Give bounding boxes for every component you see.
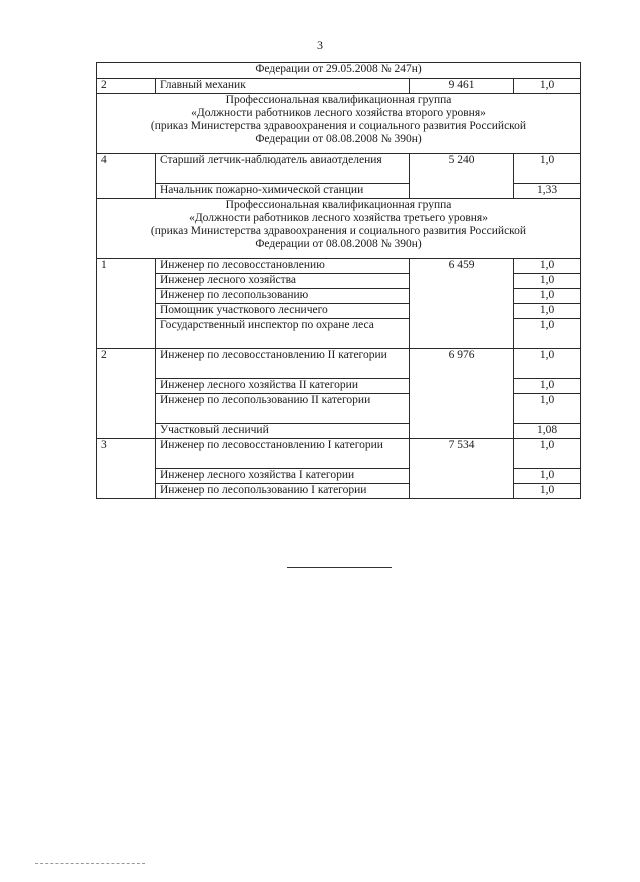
group-subtitle: «Должности работников лесного хозяйства второго уровня» <box>191 107 486 119</box>
coefficient-value: 1,0 <box>514 349 581 379</box>
coefficient-value: 1,0 <box>514 484 581 499</box>
position-name: Старший летчик-наблюдатель авиаотделения <box>156 154 410 184</box>
position-name: Участковый лесничий <box>156 424 410 439</box>
position-name: Начальник пожарно-химической станции <box>156 184 410 199</box>
coefficient-value: 1,0 <box>514 379 581 394</box>
coefficient-value: 1,0 <box>514 274 581 289</box>
group-header-level-2 <box>97 94 581 154</box>
salary-value: 6 976 <box>410 349 514 439</box>
coefficient-value: 1,0 <box>514 154 581 184</box>
scan-artifact-line <box>35 863 145 864</box>
coefficient-value: 1,0 <box>514 469 581 484</box>
salary-value: 6 459 <box>410 259 514 349</box>
position-name: Инженер по лесовосстановлению I категории <box>156 439 410 469</box>
group-order: (приказ Министерства здравоохранения и социального развития Российской <box>150 225 527 237</box>
coefficient-value: 1,08 <box>514 424 581 439</box>
page-number: 3 <box>317 38 323 52</box>
position-name: Инженер лесного хозяйства I категории <box>156 469 410 484</box>
salary-value: 5 240 <box>410 154 514 199</box>
coefficient-value: 1,0 <box>514 439 581 469</box>
table-row <box>97 349 581 379</box>
coefficient-value: 1,0 <box>514 79 581 94</box>
coefficient-value: 1,0 <box>514 319 581 349</box>
level-number: 1 <box>97 259 156 349</box>
end-of-document-rule <box>287 567 392 568</box>
position-name: Государственный инспектор по охране леса <box>156 319 410 349</box>
salary-table <box>96 62 581 499</box>
position-name: Инженер по лесовосстановлению II категории <box>156 349 410 379</box>
group-title: Профессиональная квалификационная группа <box>225 94 452 106</box>
group-order-date: Федерации от 08.08.2008 № 390н) <box>255 133 422 145</box>
position-name: Инженер по лесопользованию <box>156 289 410 304</box>
coefficient-value: 1,33 <box>514 184 581 199</box>
position-name: Инженер по лесопользованию I категории <box>156 484 410 499</box>
table-header-row <box>97 63 581 79</box>
salary-value: 7 534 <box>410 439 514 499</box>
level-number: 3 <box>97 439 156 499</box>
group-header-row <box>97 199 581 259</box>
group-header-row <box>97 94 581 154</box>
coefficient-value: 1,0 <box>514 259 581 274</box>
position-name: Инженер по лесовосстановлению <box>156 259 410 274</box>
table-row <box>97 154 581 184</box>
position-name: Инженер лесного хозяйства II категории <box>156 379 410 394</box>
group-order: (приказ Министерства здравоохранения и социального развития Российской <box>150 120 527 132</box>
position-name: Помощник участкового лесничего <box>156 304 410 319</box>
group-order-date: Федерации от 08.08.2008 № 390н) <box>255 238 422 250</box>
level-number: 2 <box>97 349 156 439</box>
group-header-level-3 <box>97 199 581 259</box>
table-row <box>97 259 581 274</box>
table-row <box>97 79 581 94</box>
position-name: Инженер лесного хозяйства <box>156 274 410 289</box>
coefficient-value: 1,0 <box>514 289 581 304</box>
level-number: 2 <box>97 79 156 94</box>
header-continuation-text: Федерации от 29.05.2008 № 247н) <box>97 63 581 79</box>
position-name: Главный механик <box>156 79 410 94</box>
coefficient-value: 1,0 <box>514 304 581 319</box>
level-number: 4 <box>97 154 156 199</box>
table-row <box>97 439 581 469</box>
group-subtitle: «Должности работников лесного хозяйства третьего уровня» <box>189 212 488 224</box>
salary-value: 9 461 <box>410 79 514 94</box>
coefficient-value: 1,0 <box>514 394 581 424</box>
group-title: Профессиональная квалификационная группа <box>225 199 452 211</box>
position-name: Инженер по лесопользованию II категории <box>156 394 410 424</box>
